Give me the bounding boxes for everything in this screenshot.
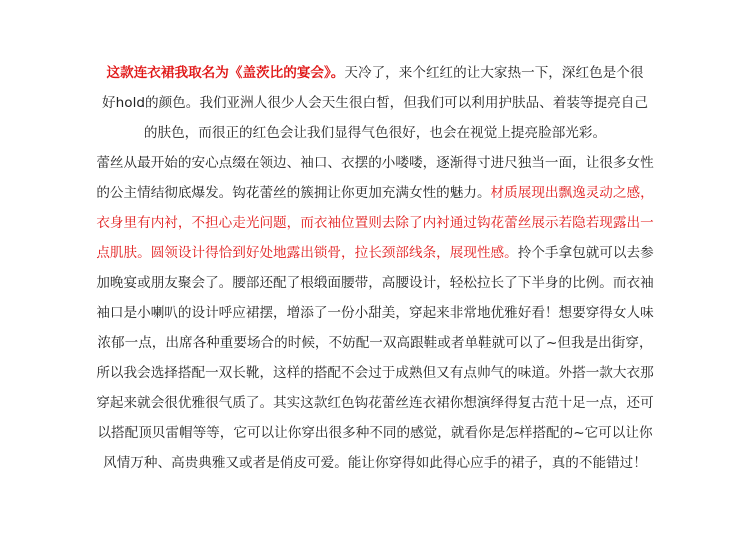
intro-line-2: 好hold的颜色。我们亚洲人很少人会天生很白皙，但我们可以利用护肤品、着装等提亮自己 <box>102 95 648 111</box>
dress-name-highlight: 这款连衣裙我取名为《盖茨比的宴会》。 <box>106 65 345 81</box>
body-line-11: 风情万种、高贵典雅又或者是俏皮可爱。能让你穿得如此得心应手的裙子，真的不能错过！ <box>103 455 647 471</box>
body-line-10: 以搭配顶贝雷帽等等，它可以让你穿出很多种不同的感觉，就看你是怎样搭配的~它可以让你 <box>97 425 653 441</box>
material-highlight: 材质展现出飘逸灵动之感， <box>490 185 654 201</box>
intro-line-3: 的肤色，而很正的红色会让我们显得气色很好，也会在视觉上提亮脸部光彩。 <box>143 125 607 141</box>
body-line-5: 加晚宴或朋友聚会了。腰部还配了根缎面腰带，高腰设计，轻松拉长了下半身的比例。而衣袖 <box>96 275 654 291</box>
body-line-6: 袖口是小喇叭的设计呼应裙摆，增添了一份小甜美，穿起来非常地优雅好看！想要穿得女人味 <box>96 305 654 321</box>
body-line-9: 穿起来就会很优雅很气质了。其实这款红色钩花蕾丝连衣裙你想演绎得复古范十足一点，还可 <box>96 395 654 411</box>
neckline-highlight: 点肌肤。圆领设计得恰到好处地露出锁骨，拉长颈部线条，展现性感。 <box>96 245 518 261</box>
body-line-7: 浓郁一点，出席各种重要场合的时候，不妨配一双高跟鞋或者单鞋就可以了~但我是出街穿， <box>97 335 653 351</box>
body-line-3-highlight: 衣身里有内衬，不担心走光问题，而衣袖位置则去除了内衬通过钩花蕾丝展示若隐若现露出一 <box>96 215 654 231</box>
intro-text: 天冷了，来个红红的让大家热一下，深红色是个很 <box>344 65 644 81</box>
body-text: 拎个手拿包就可以去参 <box>517 245 654 261</box>
body-text: 的公主情结彻底爆发。钩花蕾丝的簇拥让你更加充满女性的魅力。 <box>96 185 491 201</box>
body-line-4 <box>0 238 750 268</box>
body-line-1: 蕾丝从最开始的安心点缀在领边、袖口、衣摆的小喽喽，逐渐得寸进尺独当一面，让很多女性 <box>96 155 654 171</box>
intro-line-1 <box>0 58 750 88</box>
body-line-2 <box>0 178 750 208</box>
body-line-8: 所以我会选择搭配一双长靴，这样的搭配不会过于成熟但又有点帅气的味道。外搭一款大衣那 <box>96 365 654 381</box>
